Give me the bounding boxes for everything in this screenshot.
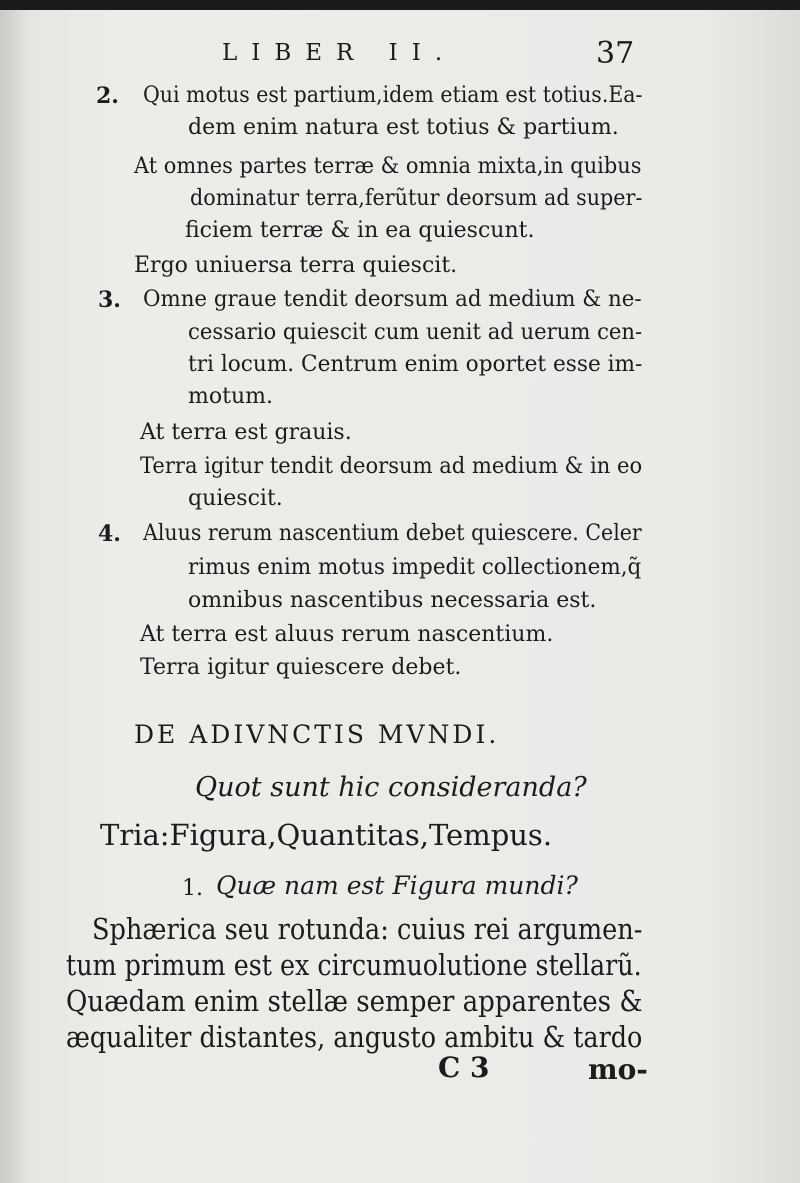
item-number: 4.	[98, 521, 121, 547]
text-line: dominatur terra,ferũtur deorsum ad super-	[190, 186, 643, 211]
section-heading: DE ADIVNCTIS MVNDI.	[134, 720, 500, 749]
page-number: 37	[596, 36, 635, 71]
answer-line: æqualiter distantes, angusto ambitu & tardo	[66, 1020, 643, 1054]
scan-border	[0, 0, 800, 10]
answer-text: Tria:Figura,Quantitas,Tempus.	[100, 818, 553, 852]
text-line: dem enim natura est totius & partium.	[188, 115, 619, 140]
signature-mark: C 3	[438, 1051, 490, 1084]
item-number: 3.	[98, 287, 121, 313]
question-text: Quot sunt hic consideranda?	[195, 772, 587, 803]
text-line: ficiem terræ & in ea quiescunt.	[185, 218, 535, 243]
text-line: At terra est aluus rerum nascentium.	[140, 622, 554, 647]
text-line: Terra igitur quiescere debet.	[140, 655, 462, 680]
text-line: Aluus rerum nascentium debet quiescere. Celer	[143, 521, 642, 546]
text-line: Omne graue tendit deorsum ad medium & ne-	[143, 287, 642, 312]
answer-line: Sphærica seu rotunda: cuius rei argumen-	[92, 912, 643, 946]
text-line: Qui motus est partium,idem etiam est totius.Ea-	[143, 83, 643, 108]
item-number: 2.	[96, 83, 119, 109]
answer-line: tum primum est ex circumuolutione stellarũ.	[66, 948, 642, 982]
text-line: tri locum. Centrum enim oportet esse im-	[188, 352, 643, 377]
text-line: Ergo uniuersa terra quiescit.	[134, 253, 458, 278]
answer-line: Quædam enim stellæ semper apparentes &	[66, 984, 643, 1018]
text-line: motum.	[188, 384, 273, 409]
text-line: Terra igitur tendit deorsum ad medium & in eo	[140, 454, 643, 479]
text-line: quiescit.	[188, 486, 283, 511]
text-line: omnibus nascentibus necessaria est.	[188, 588, 597, 613]
text-line: rimus enim motus impedit collectionem,q̃	[188, 555, 642, 580]
running-title: LIBER II.	[222, 40, 457, 66]
question-text: Quæ nam est Figura mundi?	[216, 871, 578, 900]
catchword: mo-	[588, 1053, 648, 1086]
text-line: At terra est grauis.	[140, 420, 352, 445]
text-line: At omnes partes terræ & omnia mixta,in quibus	[134, 154, 642, 179]
text-line: cessario quiescit cum uenit ad uerum cen-	[188, 320, 643, 345]
question-number: 1.	[182, 876, 203, 901]
